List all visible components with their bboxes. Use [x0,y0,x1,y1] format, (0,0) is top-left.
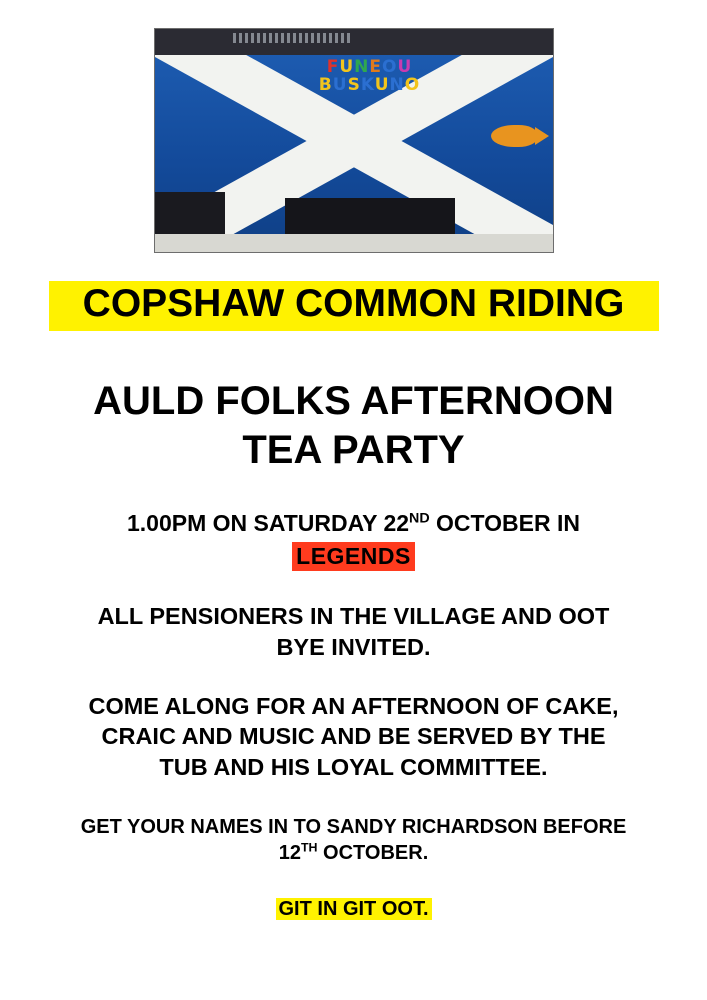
photo-banner-lettering [285,59,455,95]
description-block [44,691,664,783]
photo-speckle-detail [233,33,353,43]
photo-banner-line2: BUSKUNO [318,74,421,95]
photo-banner-line1: FUNEOU [326,57,413,77]
description-line2: CRAIC AND MUSIC AND BE SERVED BY THE [101,723,606,750]
headline-banner [49,281,659,331]
rsvp-line1: GET YOUR NAMES IN TO SANDY RICHARDSON BEFORE [80,816,627,839]
fish-icon [491,125,537,147]
saltire-flag-photo [154,28,554,253]
invitation-block [44,601,664,662]
page-title-line2: TEA PARTY [242,427,465,472]
headline-banner-text: COPSHAW COMMON RIDING [82,282,625,325]
description-line1: COME ALONG FOR AN AFTERNOON OF CAKE, [88,692,619,719]
page-title-line1: AULD FOLKS AFTERNOON [93,379,614,424]
closing-block [44,896,664,922]
rsvp-deadline-day: 12 [278,842,301,865]
description-line3: TUB AND HIS LOYAL COMMITTEE. [159,753,548,780]
invitation-line1: ALL PENSIONERS IN THE VILLAGE AND OOT [97,603,610,630]
page-title [44,377,664,475]
rsvp-line2 [44,840,664,866]
photo-dark-patch-left [155,192,225,234]
event-venue-row [44,539,664,572]
event-date-ordinal: ND [409,510,430,527]
photo-top-strip [155,29,553,55]
photo-bottom-strip [155,234,553,252]
rsvp-block [44,814,664,866]
closing-text: GIT IN GIT OOT. [276,898,432,920]
rsvp-deadline-ordinal: TH [300,840,318,855]
event-datetime-suffix: OCTOBER IN [429,509,581,536]
photo-dark-patch-center [285,198,455,234]
event-datetime-prefix: 1.00PM ON SATURDAY 22 [126,509,410,536]
invitation-line2: BYE INVITED. [276,634,431,661]
event-venue-badge: LEGENDS [292,542,415,572]
rsvp-deadline-month: OCTOBER. [317,842,429,865]
event-datetime-line [44,509,664,539]
event-datetime-block [44,509,664,572]
